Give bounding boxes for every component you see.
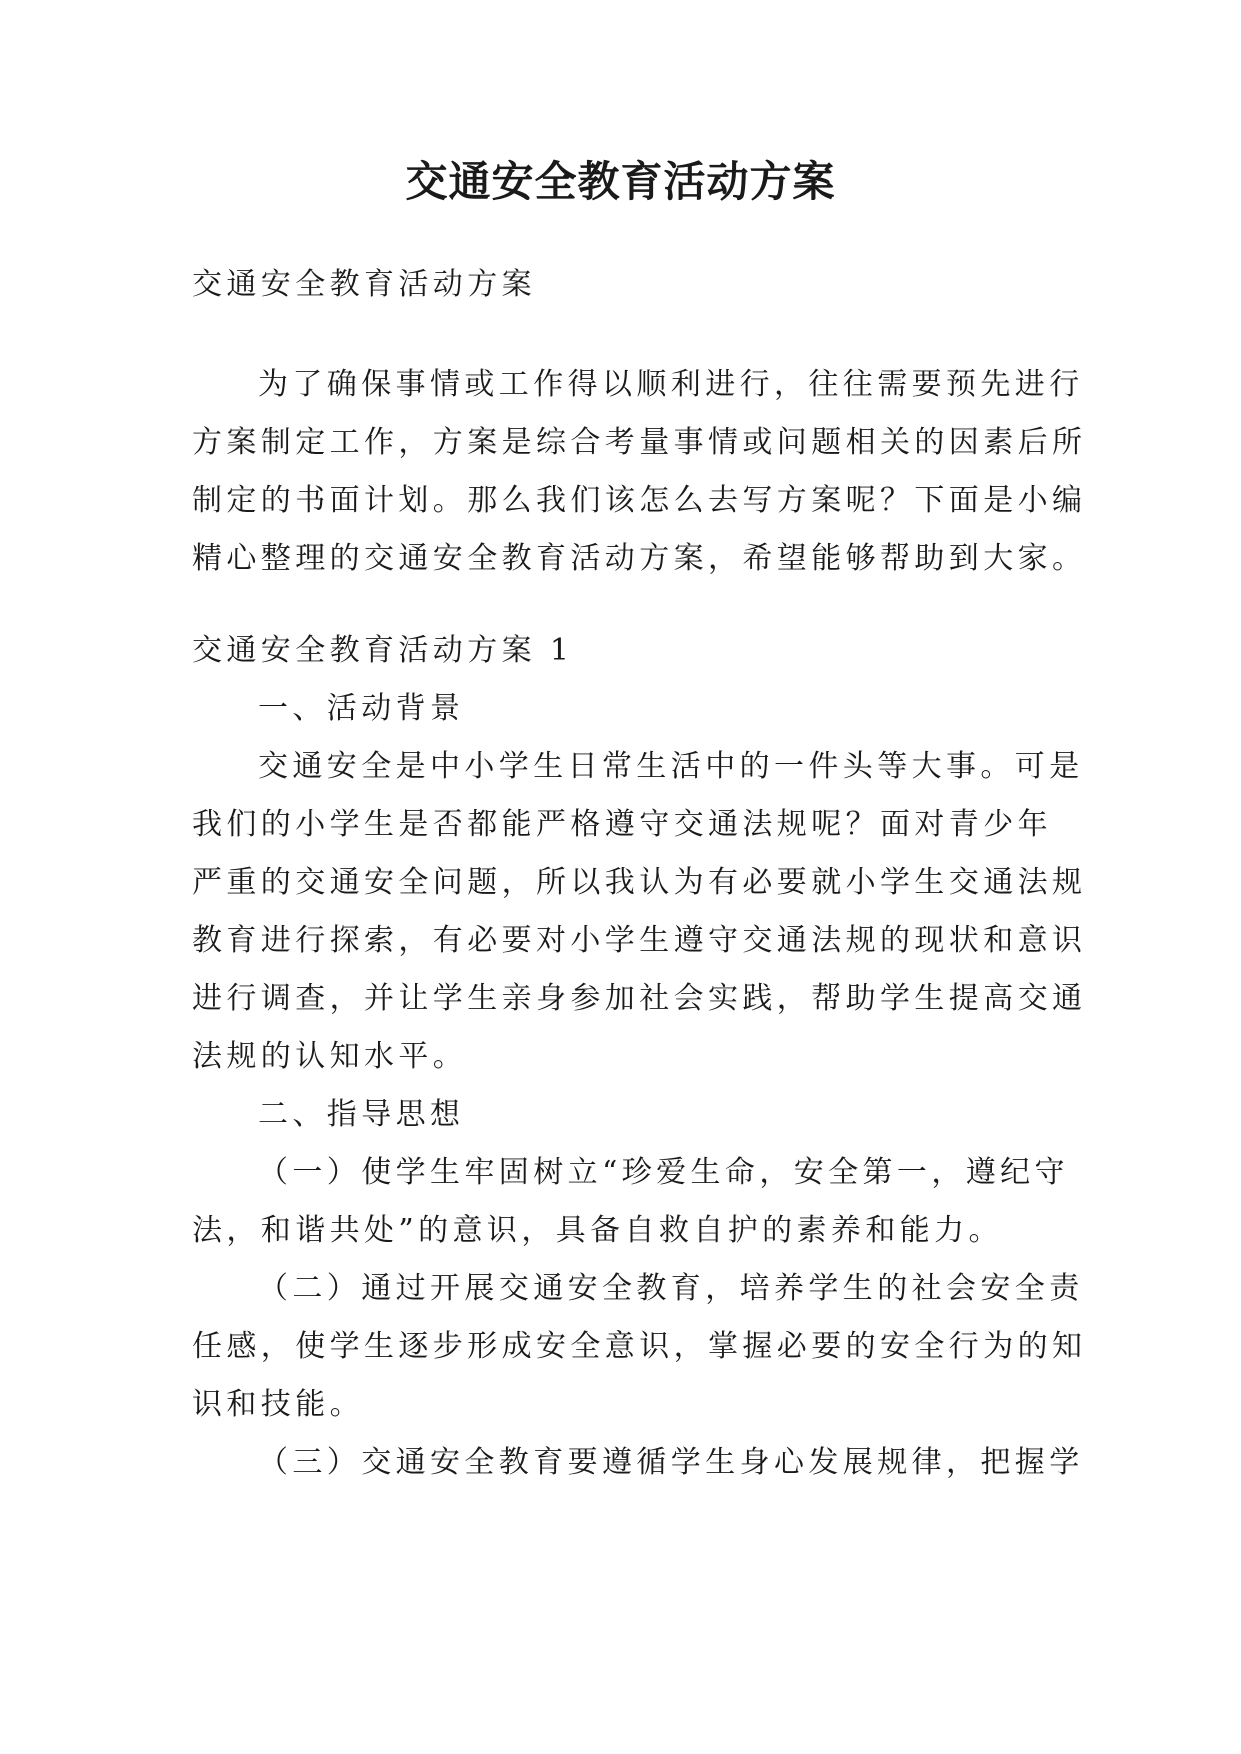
heading-guiding-ideology: 二、指导思想 — [258, 1097, 465, 1132]
document-subtitle: 交通安全教育活动方案 — [192, 267, 536, 302]
background-line: 严重的交通安全问题，所以我认为有必要就小学生交通法规 — [192, 865, 1087, 900]
background-line: 法规的认知水平。 — [192, 1039, 468, 1074]
point-1-line: （一）使学生牢固树立“珍爱生命，安全第一，遵纪守 — [258, 1155, 1069, 1190]
section-1 — [192, 622, 1087, 1492]
point-2-line: 任感，使学生逐步形成安全意识，掌握必要的安全行为的知 — [192, 1329, 1087, 1364]
background-line: 我们的小学生是否都能严格遵守交通法规呢？面对青少年 — [192, 807, 1052, 842]
point-3-line: （三）交通安全教育要遵循学生身心发展规律，把握学 — [258, 1445, 1084, 1480]
heading-background: 一、活动背景 — [258, 691, 465, 726]
intro-paragraph — [192, 356, 1087, 588]
point-1-line: 法，和谐共处”的意识，具备自救自护的素养和能力。 — [192, 1213, 1003, 1248]
section-title: 交通安全教育活动方案 1 — [192, 633, 574, 668]
document-title: 交通安全教育活动方案 — [405, 157, 836, 206]
intro-line: 方案制定工作，方案是综合考量事情或问题相关的因素后所 — [192, 425, 1087, 460]
document-subtitle-block — [192, 256, 1052, 314]
intro-line: 精心整理的交通安全教育活动方案，希望能够帮助到大家。 — [192, 541, 1087, 576]
background-line: 交通安全是中小学生日常生活中的一件头等大事。可是 — [258, 749, 1084, 784]
intro-line: 为了确保事情或工作得以顺利进行，往往需要预先进行 — [258, 367, 1084, 402]
background-line: 进行调查，并让学生亲身参加社会实践，帮助学生提高交通 — [192, 981, 1087, 1016]
point-2-line: （二）通过开展交通安全教育，培养学生的社会安全责 — [258, 1271, 1084, 1306]
intro-line: 制定的书面计划。那么我们该怎么去写方案呢？下面是小编 — [192, 483, 1087, 518]
background-line: 教育进行探索，有必要对小学生遵守交通法规的现状和意识 — [192, 923, 1087, 958]
point-2-line: 识和技能。 — [192, 1387, 364, 1422]
